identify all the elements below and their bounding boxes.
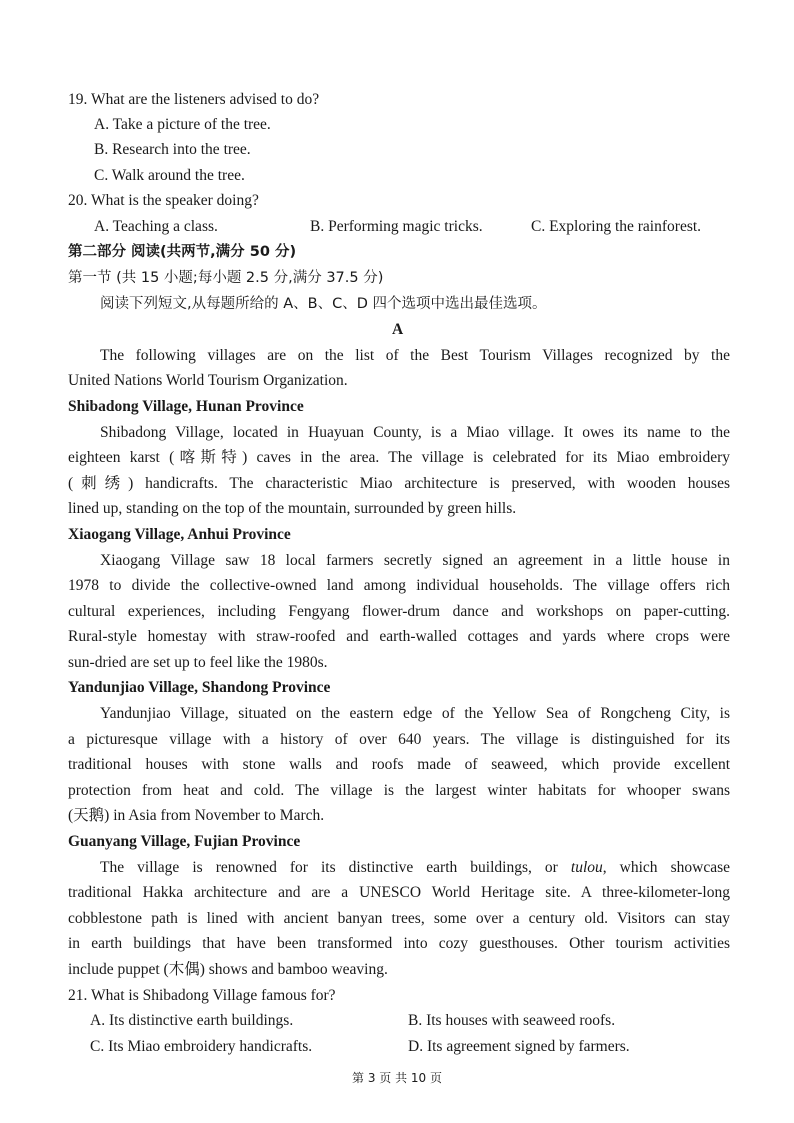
- italic-term: tulou: [570, 859, 603, 876]
- q20-option-b: B. Performing magic tricks.: [310, 218, 483, 235]
- q21-option-c: C. Its Miao embroidery handicrafts.: [90, 1038, 313, 1055]
- q21-option-d: D. Its agreement signed by farmers.: [408, 1038, 630, 1055]
- village-heading: Shibadong Village, Hunan Province: [68, 398, 304, 415]
- part-title: 第二部分 阅读(共两节,满分 50 分): [68, 244, 297, 260]
- text-run: The village is renowned for its distinctive earth buildings, or: [100, 859, 558, 876]
- paragraph-line: lined up, standing on the top of the mountain, surrounded by green hills.: [68, 500, 517, 517]
- q19-question: 19. What are the listeners advised to do?: [68, 91, 320, 108]
- paragraph-line: cobblestone path is lined with ancient banyan trees, some over a century old. Visitors can stay: [68, 910, 730, 927]
- instruction: 阅读下列短文,从每题所给的 A、B、C、D 四个选项中选出最佳选项。: [100, 296, 547, 312]
- q20-question: 20. What is the speaker doing?: [68, 192, 259, 209]
- paragraph-line: Xiaogang Village saw 18 local farmers secretly signed an agreement in a little house in: [100, 552, 730, 569]
- paragraph-line: Rural-style homestay with straw-roofed and earth-walled cottages and yards where crops were: [68, 628, 730, 645]
- paragraph-line: a picturesque village with a history of over 640 years. The village is distinguished for its: [68, 731, 730, 748]
- q19-option-c: C. Walk around the tree.: [94, 167, 245, 184]
- paragraph-line: eighteen karst (喀斯特) caves in the area. The village is celebrated for its Miao embroidery: [68, 449, 730, 466]
- intro-line: United Nations World Tourism Organization.: [68, 372, 348, 389]
- paragraph-line: 1978 to divide the collective-owned land among individual households. The village offers rich: [68, 577, 730, 594]
- paragraph-line: sun-dried are set up to feel like the 1980s.: [68, 654, 328, 671]
- paragraph-line: Shibadong Village, located in Huayuan County, is a Miao village. It owes its name to the: [100, 424, 730, 441]
- intro-line: The following villages are on the list of the Best Tourism Villages recognized by the: [100, 347, 730, 364]
- section-title: 第一节 (共 15 小题;每小题 2.5 分,满分 37.5 分): [68, 270, 384, 286]
- paragraph-line: in earth buildings that have been transformed into cozy guesthouses. Other tourism activities: [68, 935, 730, 952]
- village-heading: Yandunjiao Village, Shandong Province: [68, 679, 331, 696]
- page-number: 第 3 页 共 10 页: [352, 1071, 442, 1085]
- paragraph-line: include puppet (木偶) shows and bamboo weaving.: [68, 961, 388, 978]
- q20-option-a: A. Teaching a class.: [94, 218, 218, 235]
- q19-option-a: A. Take a picture of the tree.: [94, 116, 271, 133]
- paragraph-line: Yandunjiao Village, situated on the eastern edge of the Yellow Sea of Rongcheng City, is: [100, 705, 730, 722]
- paragraph-line: cultural experiences, including Fengyang flower-drum dance and workshops on paper-cutting.: [68, 603, 730, 620]
- village-heading: Guanyang Village, Fujian Province: [68, 833, 301, 850]
- paragraph-line: (天鹅) in Asia from November to March.: [68, 807, 325, 824]
- paragraph-line: [68, 858, 730, 878]
- paragraph-line: traditional Hakka architecture and are a UNESCO World Heritage site. A three-kilometer-long: [68, 884, 730, 901]
- paragraph-line: traditional houses with stone walls and roofs made of seaweed, which provide excellent: [68, 756, 730, 773]
- paragraph-line: (刺绣) handicrafts. The characteristic Miao architecture is preserved, with wooden houses: [68, 475, 730, 492]
- paragraph-line: protection from heat and cold. The village is the largest winter habitats for whooper swans: [68, 782, 730, 799]
- village-heading: Xiaogang Village, Anhui Province: [68, 526, 291, 543]
- passage-label: A: [392, 321, 404, 338]
- q21-question: 21. What is Shibadong Village famous for?: [68, 987, 336, 1004]
- q21-option-b: B. Its houses with seaweed roofs.: [408, 1012, 616, 1029]
- text-run: , which showcase: [602, 859, 730, 876]
- q20-option-c: C. Exploring the rainforest.: [531, 218, 702, 235]
- q21-option-a: A. Its distinctive earth buildings.: [90, 1012, 294, 1029]
- q19-option-b: B. Research into the tree.: [94, 141, 251, 158]
